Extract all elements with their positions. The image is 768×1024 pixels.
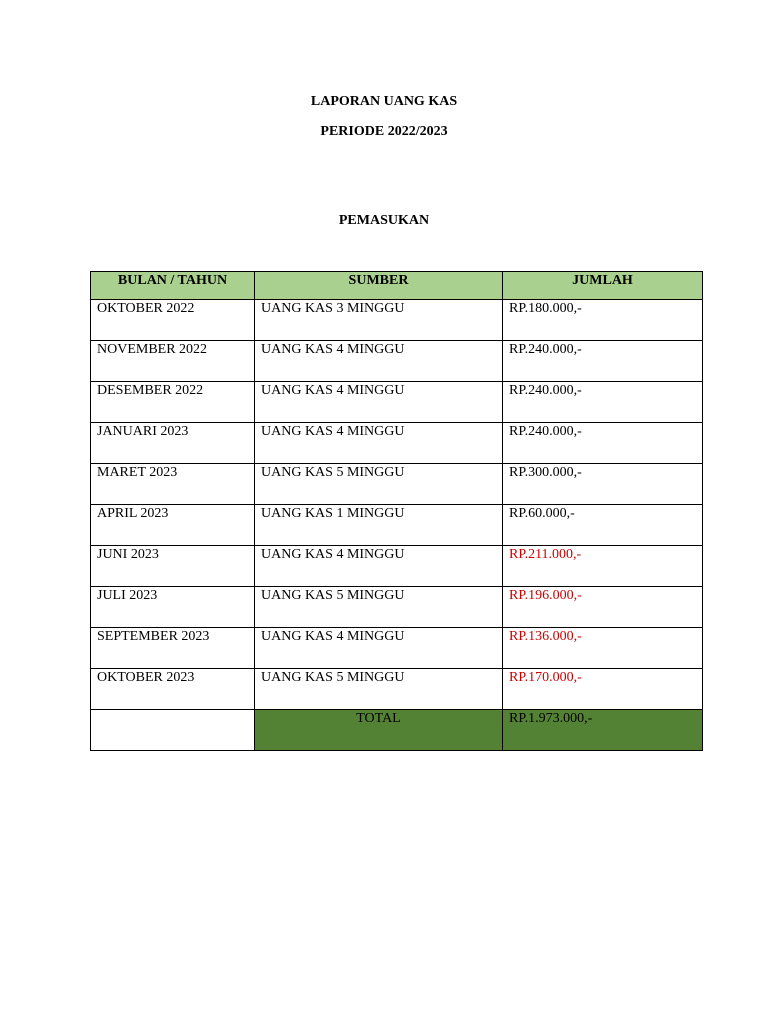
amount-cell: RP.60.000,- <box>503 505 703 546</box>
table-row <box>91 423 703 464</box>
table-row <box>91 587 703 628</box>
table-row <box>91 300 703 341</box>
source-cell: UANG KAS 1 MINGGU <box>255 505 503 546</box>
source-cell: UANG KAS 3 MINGGU <box>255 300 503 341</box>
section-heading: PEMASUKAN <box>338 213 430 228</box>
table-header <box>91 272 703 300</box>
month-cell: OKTOBER 2022 <box>91 300 255 341</box>
source-cell: UANG KAS 5 MINGGU <box>255 464 503 505</box>
month-cell: NOVEMBER 2022 <box>91 341 255 382</box>
amount-cell: RP.300.000,- <box>503 464 703 505</box>
amount-cell <box>503 628 703 669</box>
amount-prefix-red: RP <box>509 629 525 644</box>
month-cell: DESEMBER 2022 <box>91 382 255 423</box>
amount-cell: RP.240.000,- <box>503 423 703 464</box>
source-cell: UANG KAS 5 MINGGU <box>255 587 503 628</box>
source-cell: UANG KAS 5 MINGGU <box>255 669 503 710</box>
cash-report-table <box>90 271 703 751</box>
amount-cell <box>503 587 703 628</box>
table-body <box>91 300 703 751</box>
month-cell: APRIL 2023 <box>91 505 255 546</box>
total-value: RP.1.973.000,- <box>503 710 703 751</box>
amount-prefix-red: RP <box>509 588 525 603</box>
month-cell: MARET 2023 <box>91 464 255 505</box>
document-subtitle: PERIODE 2022/2023 <box>320 124 448 139</box>
column-header-amount: JUMLAH <box>503 272 703 300</box>
month-cell: OKTOBER 2023 <box>91 669 255 710</box>
month-cell: JULI 2023 <box>91 587 255 628</box>
document-title: LAPORAN UANG KAS <box>310 94 458 109</box>
month-cell: JUNI 2023 <box>91 546 255 587</box>
amount-value-red: .211.000,- <box>524 547 582 562</box>
month-cell: SEPTEMBER 2023 <box>91 628 255 669</box>
table-row <box>91 341 703 382</box>
amount-value-red: .196.000,- <box>524 588 582 603</box>
table-row <box>91 382 703 423</box>
total-label: TOTAL <box>255 710 503 751</box>
source-cell: UANG KAS 4 MINGGU <box>255 423 503 464</box>
amount-cell <box>503 546 703 587</box>
total-row <box>91 710 703 751</box>
total-empty-cell <box>91 710 255 751</box>
amount-value-red: .136.000,- <box>524 629 582 644</box>
amount-cell <box>503 669 703 710</box>
source-cell: UANG KAS 4 MINGGU <box>255 341 503 382</box>
header-row <box>91 272 703 300</box>
amount-value-red: .170.000,- <box>524 670 582 685</box>
table-row <box>91 505 703 546</box>
table-row <box>91 628 703 669</box>
table-row <box>91 464 703 505</box>
source-cell: UANG KAS 4 MINGGU <box>255 628 503 669</box>
amount-cell: RP.240.000,- <box>503 382 703 423</box>
column-header-month: BULAN / TAHUN <box>91 272 255 300</box>
amount-cell: RP.240.000,- <box>503 341 703 382</box>
table-row <box>91 669 703 710</box>
amount-prefix-red: RP <box>509 670 525 685</box>
month-cell: JANUARI 2023 <box>91 423 255 464</box>
source-cell: UANG KAS 4 MINGGU <box>255 382 503 423</box>
table-row <box>91 546 703 587</box>
source-cell: UANG KAS 4 MINGGU <box>255 546 503 587</box>
amount-cell: RP.180.000,- <box>503 300 703 341</box>
column-header-source: SUMBER <box>255 272 503 300</box>
amount-prefix-red: RP <box>509 547 525 562</box>
